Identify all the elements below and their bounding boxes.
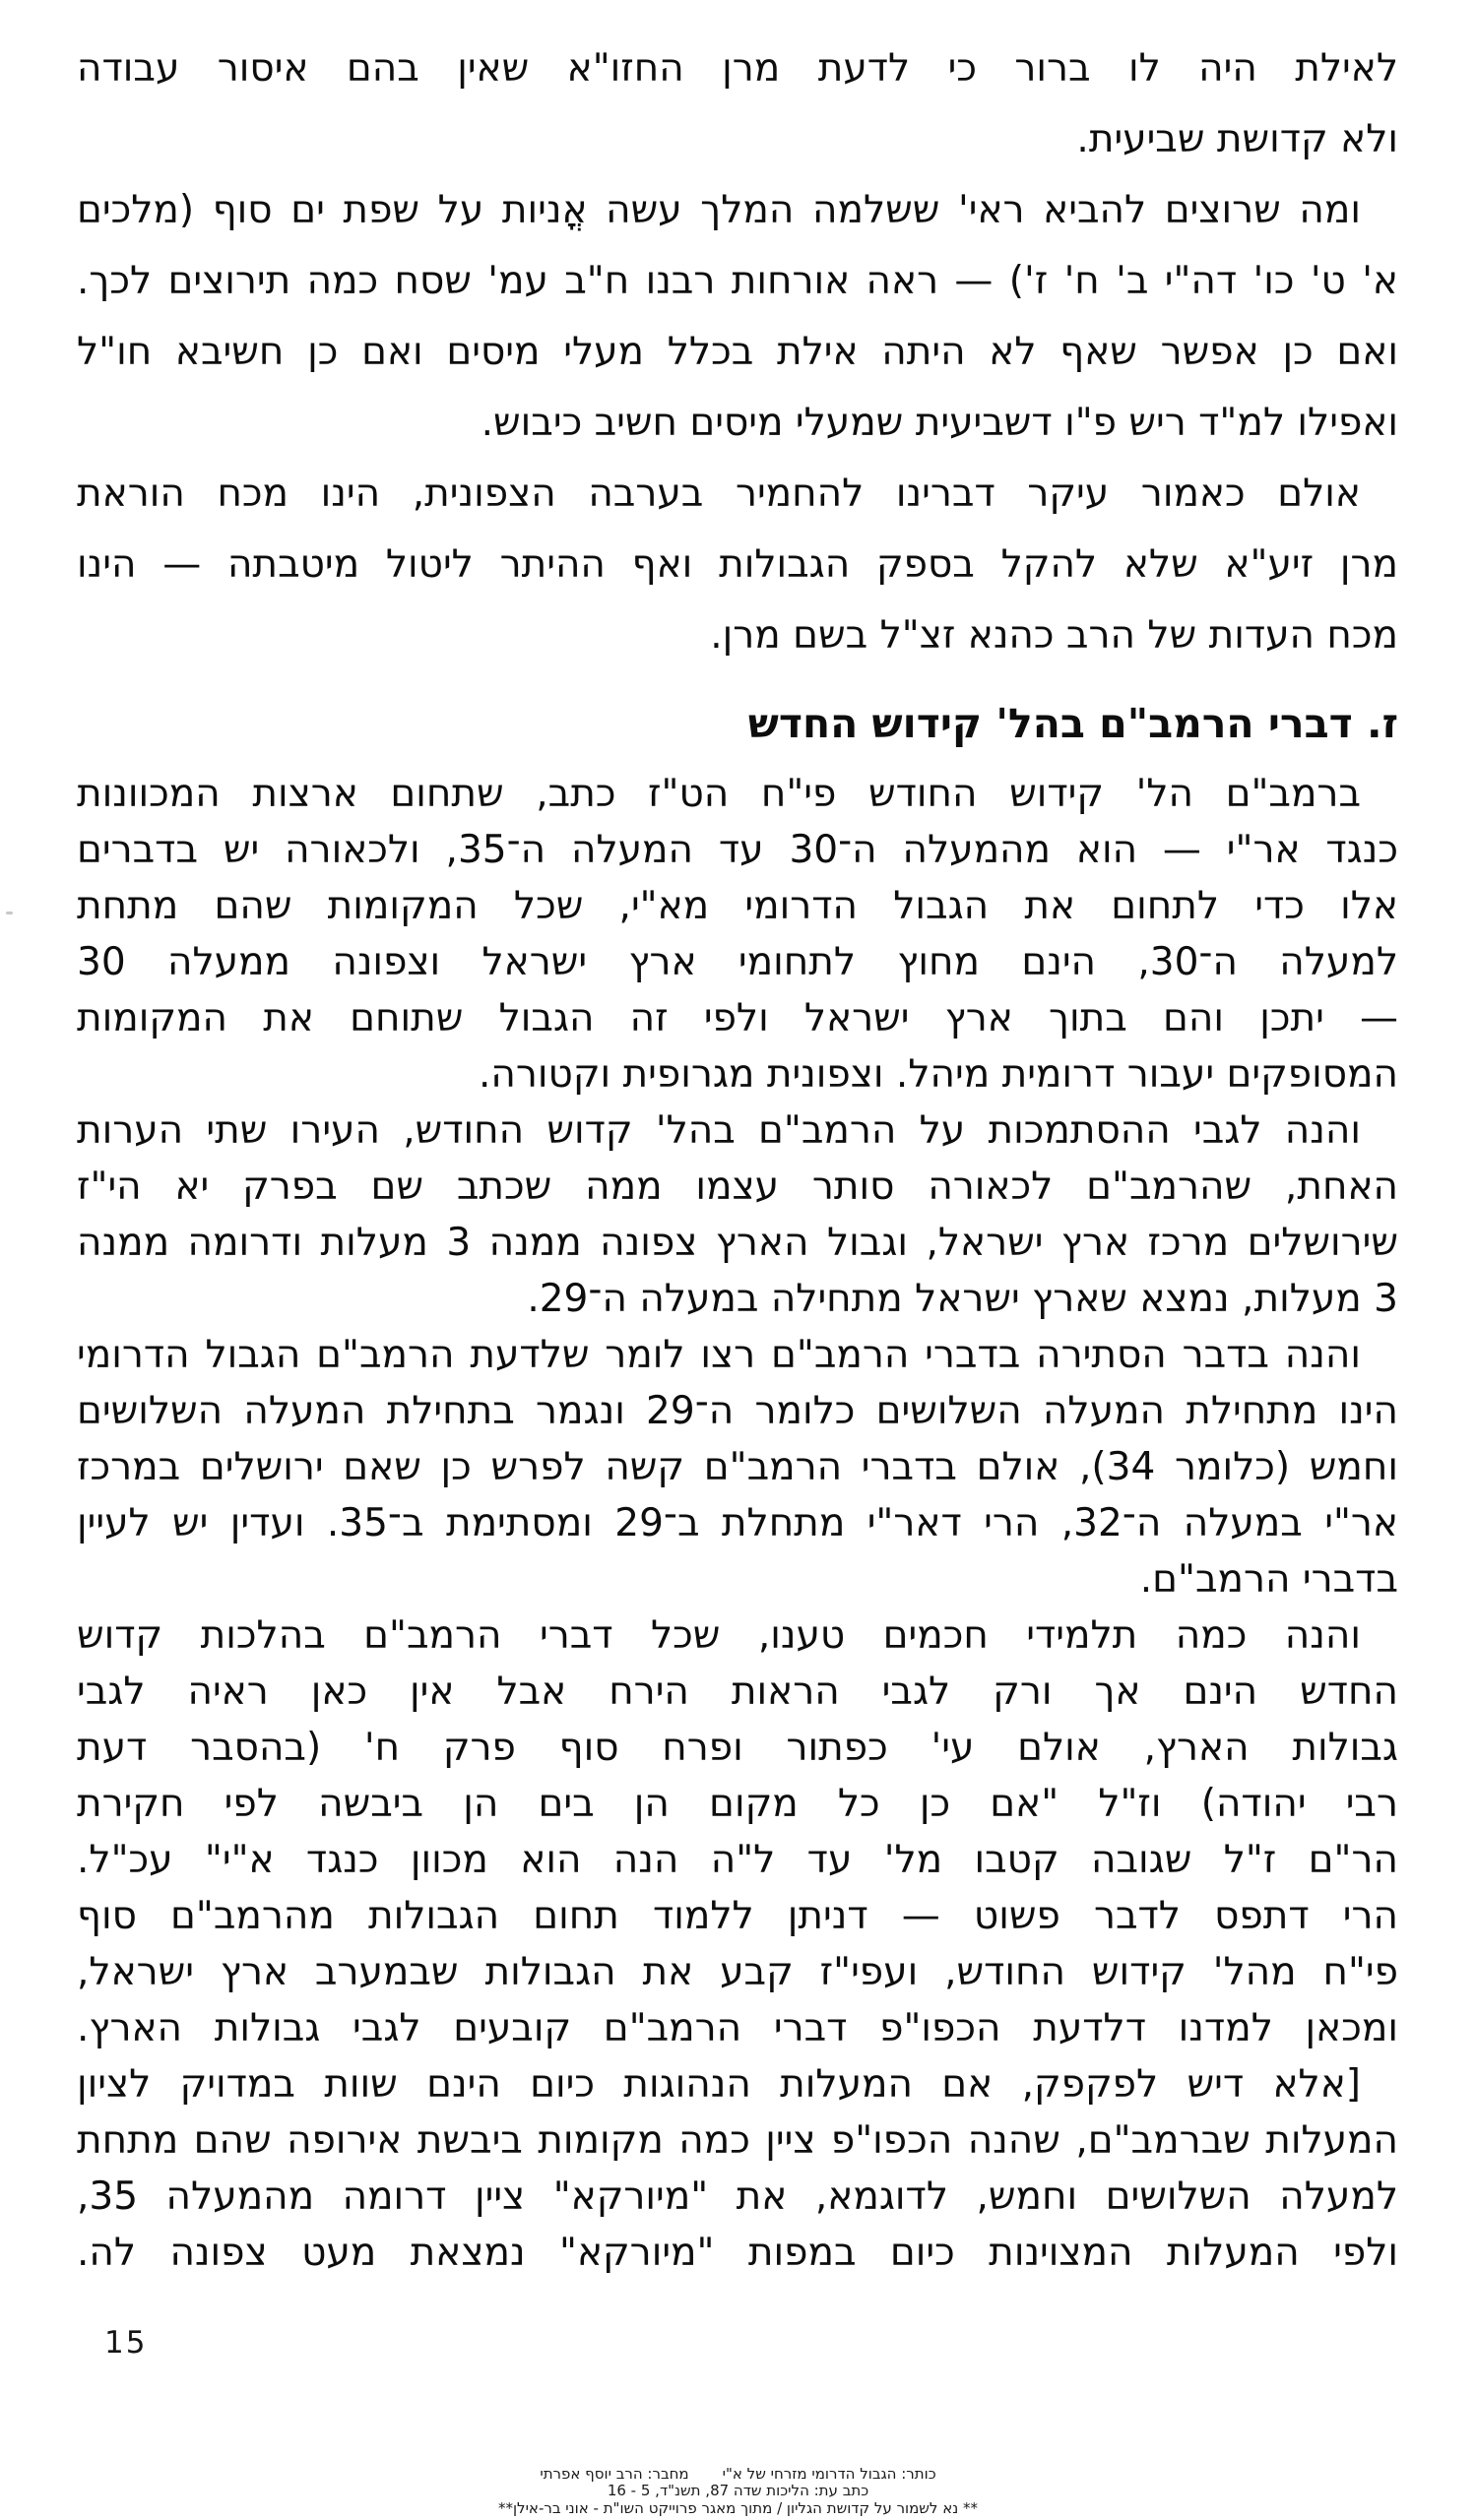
text-line: ולפי המעלות המצוינות כיום במפות "מיורקא" נמצאת מעט צפונה לה.	[77, 2231, 1398, 2275]
text-line: ואם כן אפשר שאף לא היתה אילת בכלל מעלי מיסים ואם כן חשיבא חו"ל	[77, 330, 1398, 374]
text-line: כנגד אר"י — הוא מהמעלה ה־30 עד המעלה ה־35, ולכאורה יש בדברים	[77, 828, 1398, 872]
text-line: — יתכן והם בתוך ארץ ישראל ולפי זה הגבול שתוחם את המקומות	[77, 996, 1398, 1040]
text-line: 3 מעלות, נמצא שארץ ישראל מתחילה במעלה ה־29.	[527, 1277, 1398, 1321]
text-line: הרי דתפס לדבר פשוט — דניתן ללמוד תחום הגבולות מהרמב"ם סוף	[77, 1894, 1398, 1938]
paragraph	[77, 175, 1398, 317]
text-line: והנה בדבר הסתירה בדברי הרמב"ם רצו לומר שלדעת הרמב"ם הגבול הדרומי	[77, 1333, 1361, 1377]
footer-notice-line: ** נא לשמור על קדושת הגליון / מתוך מאגר פרוייקט השו"ת - אוני בר-אילן**	[497, 2498, 979, 2517]
text-line: א' ט' כו' דה"י ב' ח' ז') — ראה אורחות רבנו ח"ב עמ' שסח כמה תירוצים לכך.	[77, 259, 1398, 303]
text-line: האחת, שהרמב"ם לכאורה סותר עצמו ממה שכתב שם בפרק יא הי"ז	[77, 1165, 1398, 1209]
footer	[0, 2466, 1476, 2518]
text-line: בדברי הרמב"ם.	[1139, 1557, 1398, 1602]
text-line: וחמש (כלומר 34), אולם בדברי הרמב"ם קשה לפרש כן שאם ירושלים במרכז	[77, 1445, 1398, 1489]
text-line: למעלה ה־30, הינם מחוץ לתחומי ארץ ישראל וצפונה ממעלה 30	[77, 940, 1399, 984]
paragraph	[77, 766, 1398, 1102]
text-line: החדש הינם אך ורק לגבי הראות הירח אבל אין כאן ראיה לגבי	[77, 1670, 1398, 1714]
text-line: והנה לגבי ההסתמכות על הרמב"ם בהל' קדוש החודש, העירו שתי הערות	[77, 1108, 1361, 1153]
footer-title-author-line	[0, 2466, 1476, 2484]
section-heading: ז. דברי הרמב"ם בהל' קידוש החדש	[747, 700, 1398, 747]
text-line: ואפילו למ"ד ריש פ"ו דשביעית שמעלי מיסים חשיב כיבוש.	[481, 401, 1398, 445]
text-line: הינו מתחילת המעלה השלושים כלומר ה־29 ונגמר בתחילת המעלה השלושים	[77, 1389, 1398, 1433]
document-body	[77, 33, 1398, 2281]
text-line: המעלות שברמב"ם, שהנה הכפו"פ ציין כמה מקומות ביבשת אירופה שהם מתחת	[77, 2118, 1398, 2163]
text-line: [אלא דיש לפקפק, אם המעלות הנהוגות כיום הינם שוות במדויק לציון	[77, 2062, 1361, 2107]
text-line: ומכאן למדנו דלדעת הכפו"פ דברי הרמב"ם קובעים לגבי גבולות הארץ.	[77, 2006, 1398, 2050]
paragraph	[77, 1102, 1398, 1327]
text-line: ולא קדושת שביעית.	[1076, 117, 1398, 161]
text-line: מרן זיע"א שלא להקל בספק הגבולות ואף ההיתר ליטול מיטבתה — הינו	[77, 542, 1398, 587]
text-line: אלו כדי לתחום את הגבול הדרומי מא"י, שכל המקומות שהם מתחת	[77, 884, 1398, 928]
text-line: שירושלים מרכז ארץ ישראל, וגבול הארץ צפונה ממנה 3 מעלות ודרומה ממנה	[77, 1221, 1398, 1265]
text-line: פי"ח מהל' קידוש החודש, ועפי"ז קבע את הגבולות שבמערב ארץ ישראל,	[77, 1950, 1398, 1994]
text-line: אולם כאמור עיקר דברינו להחמיר בערבה הצפונית, הינו מכח הוראת	[77, 472, 1361, 516]
text-line: ומה שרוצים להביא ראי' ששלמה המלך עשה אֳניות על שפת ים סוף (מלכים	[77, 188, 1361, 232]
paragraph	[77, 1607, 1398, 1888]
text-line: והנה כמה תלמידי חכמים טענו, שכל דברי הרמב"ם בהלכות קדוש	[77, 1613, 1361, 1658]
page-number: 15	[104, 2325, 148, 2361]
paragraph	[77, 1888, 1398, 2056]
paragraph	[77, 33, 1398, 175]
text-line: גבולות הארץ, אולם עי' כפתור ופרח סוף פרק ח' (בהסבר דעת	[77, 1726, 1398, 1770]
text-line: ברמב"ם הל' קידוש החודש פי"ח הט"ז כתב, שתחום ארצות המכוונות	[77, 772, 1361, 816]
footer-title: כותר: הגבול הדרומי מזרחי של א"י	[722, 2464, 936, 2483]
paragraph	[77, 317, 1398, 459]
text-line: הר"ם ז"ל שגובה קטבו מל' עד ל"ה הנה הוא מכוון כנגד א"י" עכ"ל.	[77, 1838, 1398, 1882]
paragraph	[77, 2056, 1398, 2281]
footer-author: מחבר: הרב יוסף אפרתי	[540, 2464, 689, 2483]
paragraph	[77, 459, 1398, 671]
text-line: אר"י במעלה ה־32, הרי דאר"י מתחלת ב־29 ומסתימת ב־35. ועדין יש לעיין	[77, 1501, 1398, 1545]
scan-artifact	[6, 912, 13, 914]
paragraph	[77, 1327, 1398, 1607]
text-line: למעלה השלושים וחמש, לדוגמא, את "מיורקא" ציין דרומה מהמעלה 35,	[77, 2174, 1398, 2219]
text-line: מכח העדות של הרב כהנא זצ"ל בשם מרן.	[710, 613, 1398, 658]
text-line: המסופקים יעבור דרומית מיהל. וצפונית מגרופית וקטורה.	[479, 1052, 1398, 1097]
text-line: לאילת היה לו ברור כי לדעת מרן החזו"א שאין בהם איסור עבודה	[77, 46, 1398, 91]
text-line: רבי יהודה) וז"ל "אם כן כל מקום הן בים הן ביבשה לפי חקירת	[77, 1782, 1398, 1826]
footer-journal-line: כתב עת: הליכות שדה 87, תשנ"ד, 5 - 16	[607, 2482, 869, 2499]
